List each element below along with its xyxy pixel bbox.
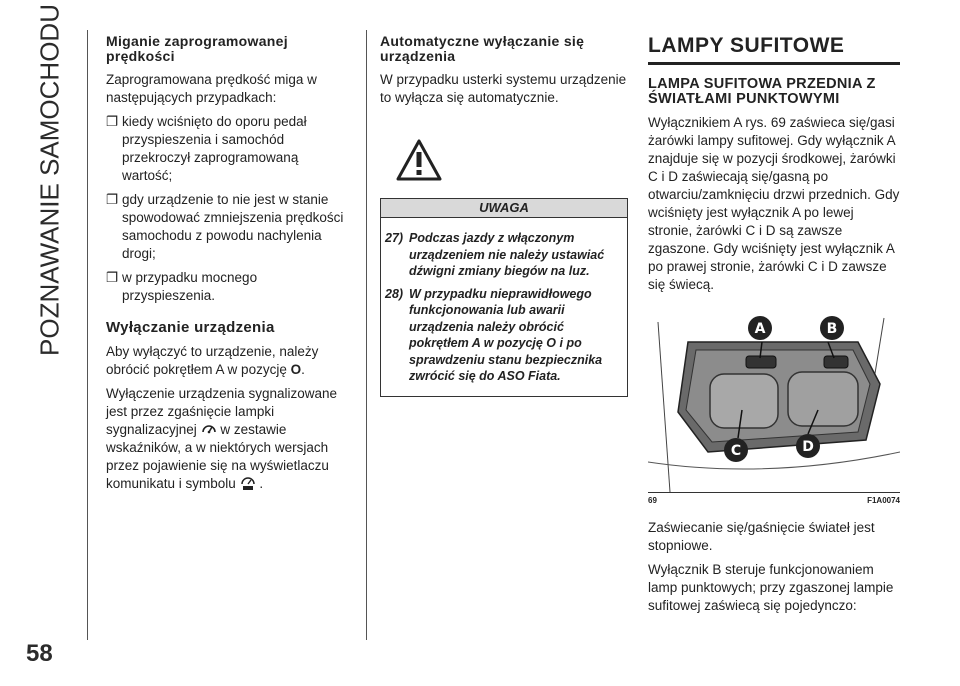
figure-caption (648, 496, 900, 505)
heading-blinking-speed: Miganie zaprogramowanej prędkości (106, 33, 288, 64)
list-item: ❐ gdy urządzenie to nie jest w stanie spowodować zmniejszenia prędkości samochodu z powodu nachylenia drogi; (106, 192, 344, 261)
list-item: ❐ kiedy wciśnięto do oporu pedał przyspieszenia i samochód przekroczył zaprogramowaną wartość; (106, 114, 307, 183)
figure-code: F1A0074 (867, 496, 900, 505)
paragraph: Zaprogramowana prędkość miga w następujących przypadkach: (106, 72, 317, 105)
section-side-title: POZNAWANIE SAMOCHODU (34, 4, 65, 356)
paragraph: W przypadku usterki systemu urządzenie to wyłącza się automatycznie. (380, 72, 627, 105)
column-1 (106, 34, 352, 499)
figure-number: 69 (648, 496, 657, 505)
paragraph: Wyłącznikiem A rys. 69 zaświeca się/gasi żarówki lampy sufitowej. Gdy wyłącznik A znajduje się w pozycji środkowej, żarówki C i D zaświecają się/gasną po otwarciu/zamknięciu drzwi przednich. Gdy wciśnięty jest wyłącznik A po lewej stronie, żarówki C i D są zawsze zgaszone. Gdy wciśnięty jest wyłącznik A po prawej stronie, żarówki C i D zawsze się świecą. (648, 115, 900, 292)
figure-ceiling-lamp (648, 312, 900, 493)
heading-auto-disable: Automatyczne wyłączanie się urządzenia (380, 33, 585, 64)
paragraph: Zaświecanie się/gaśnięcie świateł jest stopniowe. (648, 520, 875, 553)
list-item: ❐ w przypadku mocnego przyspieszenia. (106, 270, 258, 303)
warning-note: 28) W przypadku nieprawidłowego funkcjonowania lub awarii urządzenia należy obrócić pokrętłem A w pozycję O i po sprawdzeniu stanu bezpiecznika zwrócić się do ASO Fiata. (385, 286, 603, 383)
page-number: 58 (26, 640, 53, 667)
column-2 (380, 34, 628, 397)
paragraph: Wyłączenie urządzenia sygnalizowane jest przez zgaśnięcie lampki sygnalizacyjnej w zestawie wskaźników, a w niektórych wersjach przez pojawienie się na wyświetlaczu komunikatu i symbolu . (106, 386, 338, 491)
subsection-heading: LAMPA SUFITOWA PRZEDNIA Z ŚWIATŁAMI PUNKTOWYMI (648, 76, 876, 107)
warning-label: UWAGA (380, 198, 628, 218)
warning-box (380, 218, 628, 397)
column-divider (366, 30, 367, 640)
figure-label-b: B (826, 321, 838, 337)
checkbox-bullet-icon: ❐ (106, 192, 119, 207)
section-heading: LAMPY SUFITOWE (648, 34, 900, 65)
heading-disabling-device: Wyłączanie urządzenia (106, 319, 275, 336)
column-divider (87, 30, 88, 640)
speedometer-icon (201, 421, 217, 437)
paragraph: Wyłącznik B steruje funkcjonowaniem lamp punktowych; przy zgaszonej lampie sufitowej zaświecą się pojedynczo: (648, 562, 894, 613)
column-3 (648, 34, 900, 621)
figure-label-d: D (802, 439, 814, 455)
checkbox-bullet-icon: ❐ (106, 114, 119, 129)
figure-label-c: C (730, 443, 742, 459)
ceiling-lamp-illustration (648, 312, 900, 492)
cruise-off-icon (240, 475, 256, 491)
warning-note: 27) Podczas jazdy z włączonym urządzeniem nie należy ustawiać dźwigni zmiany biegów na luz. (385, 231, 605, 278)
warning-triangle-icon (396, 139, 442, 181)
paragraph: Aby wyłączyć to urządzenie, należy obrócić pokrętłem A w pozycję O. (106, 344, 319, 377)
figure-label-a: A (754, 321, 766, 337)
checkbox-bullet-icon: ❐ (106, 270, 119, 285)
